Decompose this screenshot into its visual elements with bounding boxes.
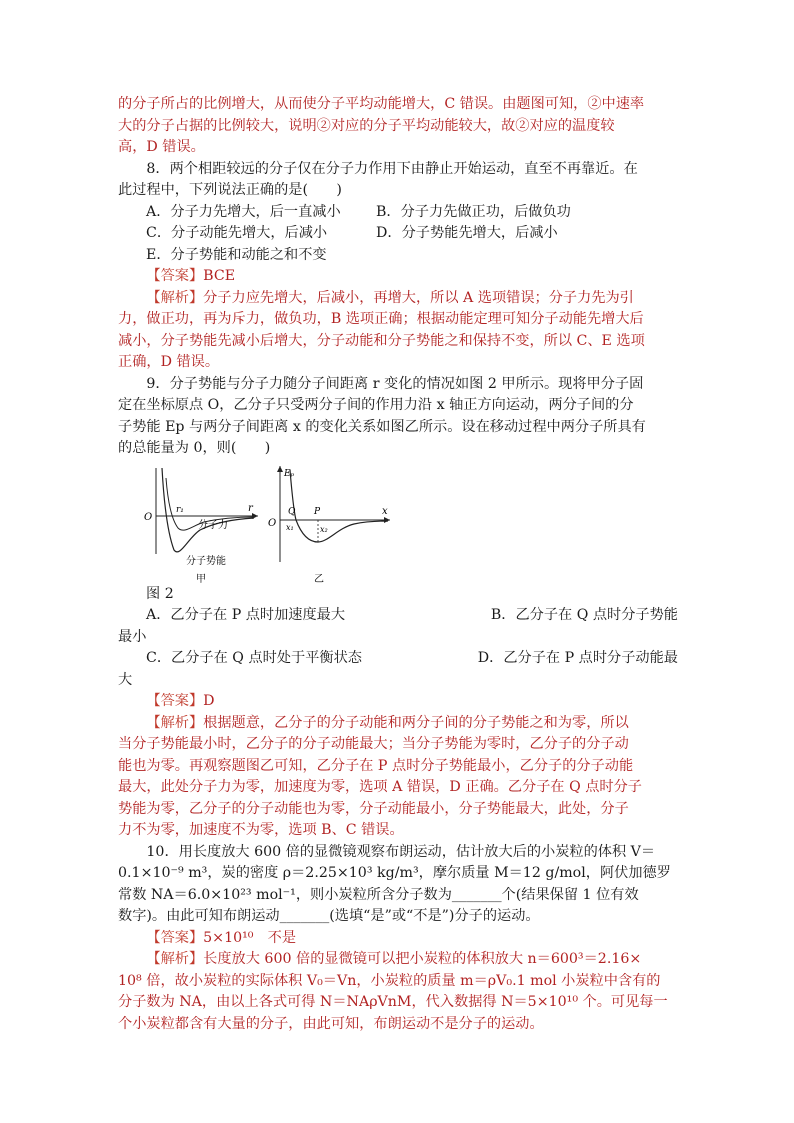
q10-stem: 10．用长度放大 600 倍的显微镜观察布朗运动，估计放大后的小炭粒的体积 V＝	[146, 843, 656, 860]
explanation-label: 【解析】	[146, 951, 204, 967]
q8-option-e: E．分子势能和动能之和不变	[146, 246, 327, 263]
q8-options-row2	[118, 223, 678, 245]
answer-value: BCE	[203, 268, 236, 284]
q10-stem-cont: 数字)。由此可知布朗运动_______(选填“是”或“不是”)分子的运动。	[118, 908, 540, 924]
q8-answer	[118, 266, 678, 288]
q9-stem-cont: 定在坐标原点 O，乙分子只受两分子间的作用力沿 x 轴正方向运动，两分子间的分	[118, 397, 634, 413]
q9-explanation	[118, 713, 678, 735]
text-line: 高，D 错误。	[118, 139, 205, 155]
q9-option-d: D．乙分子在 P 点时分子动能最	[477, 650, 678, 666]
q9-option-c: C．乙分子在 Q 点时处于平衡状态	[146, 650, 362, 666]
q9-options-row1	[118, 605, 678, 627]
explanation-label: 【解析】	[146, 714, 204, 731]
explanation-line: 力不为零，加速度不为零，选项 B、C 错误。	[118, 822, 404, 838]
figure-2	[118, 464, 678, 584]
ep-curve	[290, 470, 388, 542]
q9-stem: 9．分子势能与分子力随分子间距离 r 变化的情况如图 2 甲所示。现将甲分子固	[146, 375, 644, 392]
q8-option-a: A．分子力先增大，后一直减小	[146, 203, 341, 220]
x2-label: x₂	[320, 524, 328, 534]
q8-option-d: D．分子势能先增大，后减小	[376, 225, 558, 241]
explanation-text: 分子力应先增大，后减小，再增大，所以 A 选项错误；分子力先为引	[203, 289, 634, 306]
axis-origin-label: O	[268, 517, 277, 529]
explanation-line: 正确，D 错误。	[118, 354, 220, 370]
q9-stem-cont: 子势能 Ep 与两分子间距离 x 的变化关系如图乙所示。设在移动过程中两分子所具有	[118, 418, 646, 435]
r1-label: r₁	[176, 504, 184, 515]
force-label: 分子力	[198, 519, 228, 531]
ep-axis-label: Eₚ	[284, 468, 295, 479]
q8-options-row1	[118, 202, 678, 224]
q10-stem-cont: 0.1×10⁻⁹ m³，炭的密度 ρ＝2.25×10³ kg/m³，摩尔质量 M＝12 g/mol，阿伏加德罗	[118, 865, 671, 881]
q9-answer	[118, 691, 678, 713]
q9-option-d-cont: 大	[118, 671, 133, 688]
axis-origin-label: O	[144, 511, 153, 523]
explanation-line: 当分子势能最小时，乙分子的分子动能最大；当分子势能为零时，乙分子的分子动	[118, 736, 629, 752]
figure-jia	[144, 468, 258, 584]
q8-stem: 8．两个相距较远的分子仅在分子力作用下由静止开始运动，直至不再靠近。在	[146, 160, 638, 177]
explanation-label: 【解析】	[146, 289, 204, 306]
figure-yi	[268, 466, 390, 584]
figure-caption: 图 2	[146, 585, 174, 602]
explanation-line: 力，做正功，再为斥力，做负功，B 选项正确；根据动能定理可知分子动能先增大后	[118, 311, 644, 327]
potential-label: 分子势能	[186, 555, 226, 567]
q10-stem-cont: 常数 NA＝6.0×10²³ mol⁻¹，则小炭粒所含分子数为_______个(结果保留 1 位有效	[118, 886, 639, 903]
answer-label: 【答案】	[146, 693, 204, 709]
explanation-line: 分子数为 NA，由以上各式可得 N＝NAρVnM，代入数据得 N＝5×10¹⁰ 个。可见每一	[118, 994, 668, 1010]
axis-x-label: x	[382, 505, 388, 517]
q8-option-b: B．分子力先做正功，后做负功	[376, 203, 571, 220]
explanation-line: 减小，分子势能先减小后增大，分子动能和分子势能之和保持不变，所以 C、E 选项	[118, 332, 645, 349]
explanation-line: 最大，此处分子力为零，加速度为零，选项 A 错误，D 正确。乙分子在 Q 点时分子	[118, 779, 642, 795]
q10-answer	[118, 928, 678, 950]
q9-option-a: A．乙分子在 P 点时加速度最大	[146, 607, 346, 623]
q9-options-row2	[118, 648, 678, 670]
explanation-text: 根据题意，乙分子的分子动能和两分子间的分子势能之和为零，所以	[203, 714, 629, 731]
explanation-text: 长度放大 600 倍的显微镜可以把小炭粒的体积放大 n＝600³＝2.16×	[203, 951, 642, 967]
figure-yi-caption: 乙	[314, 573, 324, 584]
explanation-line: 10⁸ 倍，故小炭粒的实际体积 V₀＝Vn，小炭粒的质量 m＝ρV₀.1 mol 小炭粒中含有的	[118, 972, 661, 989]
text-line: 的分子所占的比例增大，从而使分子平均动能增大，C 错误。由题图可知，②中速率	[118, 96, 645, 112]
x1-label: x₁	[286, 522, 294, 532]
answer-value: 5×10¹⁰ 不是	[203, 929, 297, 946]
figure-2-graphs	[118, 464, 678, 584]
explanation-line: 能也为零。再观察题图乙可知，乙分子在 P 点时分子势能最小，乙分子的分子动能	[118, 757, 634, 774]
q-point-label: Q	[288, 506, 296, 517]
q10-explanation	[118, 949, 678, 971]
explanation-line: 个小炭粒都含有大量的分子，由此可知，布朗运动不是分子的运动。	[118, 1015, 544, 1032]
q8-option-c: C．分子动能先增大，后减小	[146, 225, 328, 241]
q8-stem-cont: 此过程中，下列说法正确的是( )	[118, 182, 342, 198]
q8-explanation	[118, 288, 678, 310]
answer-label: 【答案】	[146, 929, 204, 946]
p-point-label: P	[314, 506, 321, 517]
document-content	[118, 94, 678, 1035]
answer-value: D	[203, 693, 215, 709]
text-line: 大的分子占据的比例较大，说明②对应的分子平均动能较大，故②对应的温度较	[118, 117, 615, 134]
q9-option-b-cont: 最小	[118, 628, 147, 645]
q9-stem-cont: 的总能量为 0，则( )	[118, 440, 271, 456]
explanation-line: 势能为零，乙分子的分子动能也为零，分子动能最小，分子势能最大，此处，分子	[118, 800, 629, 817]
axis-r-label: r	[248, 502, 253, 514]
figure-jia-caption: 甲	[196, 573, 206, 584]
answer-label: 【答案】	[146, 268, 204, 284]
q9-option-b: B．乙分子在 Q 点时分子势能	[490, 607, 678, 623]
